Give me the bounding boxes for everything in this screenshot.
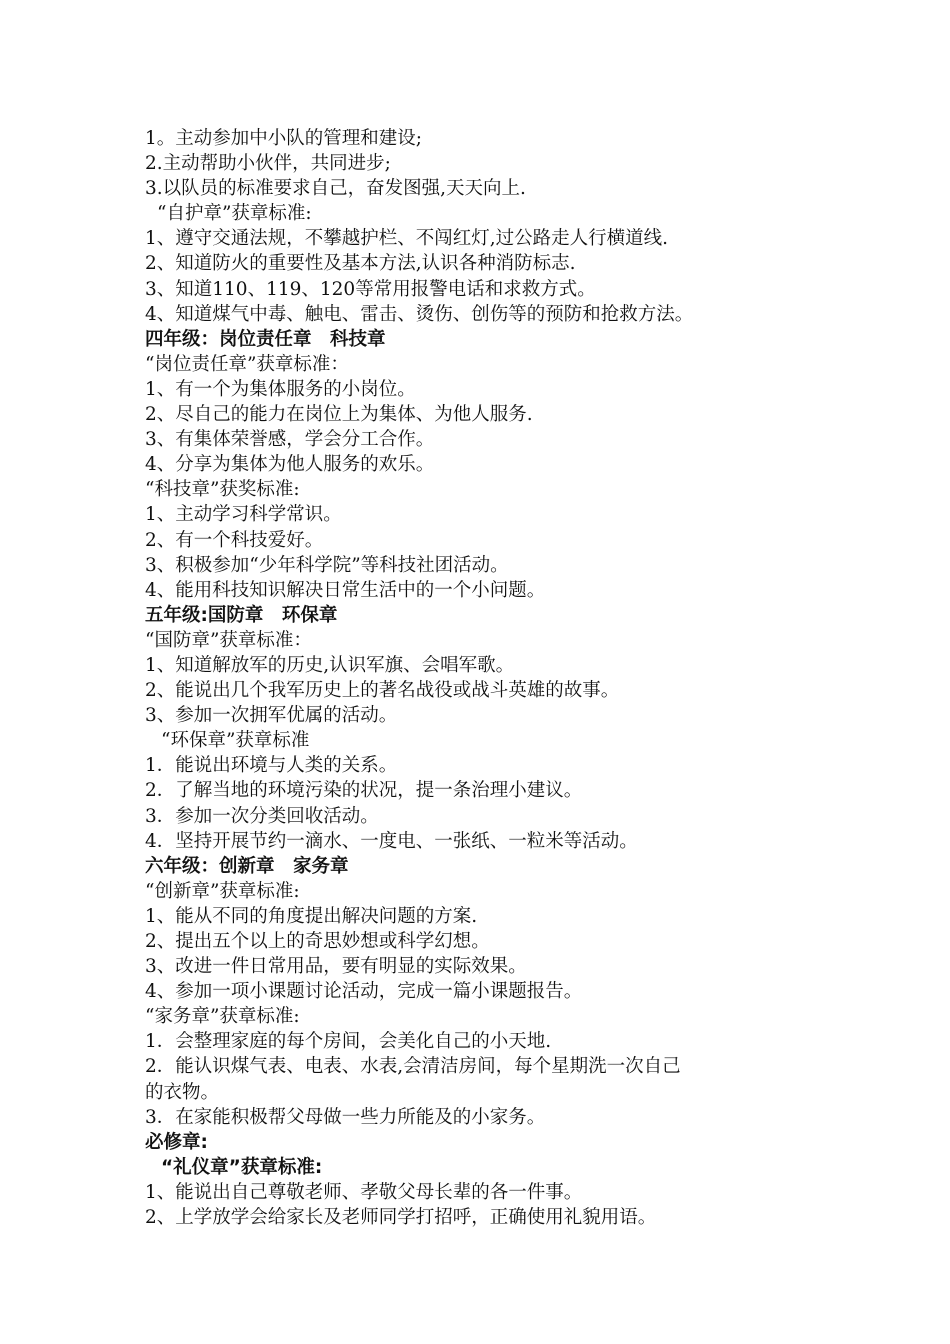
text-line: “岗位责任章”获章标准：	[145, 353, 349, 375]
text-line: 1．能说出环境与人类的关系。	[145, 755, 398, 777]
text-line: “创新章”获章标准:	[145, 880, 300, 902]
section-heading: 六年级：创新章 家务章	[145, 855, 349, 877]
text-line: 1。主动参加中小队的管理和建设;	[145, 128, 423, 149]
text-line: “家务章”获章标准:	[145, 1006, 300, 1028]
section-heading: 必修章:	[145, 1131, 208, 1153]
text-line: 3、有集体荣誉感，学会分工合作。	[145, 429, 435, 451]
text-line: 2、上学放学会给家长及老师同学打招呼，正确使用礼貌用语。	[145, 1207, 657, 1229]
text-line: 2、提出五个以上的奇思妙想或科学幻想。	[145, 931, 490, 952]
text-line: 1、主动学习科学常识。	[145, 504, 342, 526]
text-line: 4、知道煤气中毒、触电、雷击、烫伤、创伤等的预防和抢救方法。	[145, 303, 694, 325]
text-line: 2、尽自己的能力在岗位上为集体、为他人服务.	[145, 404, 533, 426]
text-line: 1、知道解放军的历史,认识军旗、会唱军歌。	[145, 654, 515, 676]
text-line: 1、遵守交通法规，不攀越护栏、不闯红灯,过公路走人行横道线.	[145, 228, 669, 250]
text-line: 2.主动帮助小伙伴，共同进步;	[145, 153, 391, 175]
text-line: 4、参加一项小课题讨论活动，完成一篇小课题报告。	[145, 981, 583, 1003]
text-line: “国防章”获章标准：	[145, 629, 312, 651]
text-line: 3、改进一件日常用品，要有明显的实际效果。	[145, 956, 527, 978]
text-line: 3．在家能积极帮父母做一些力所能及的小家务。	[145, 1106, 546, 1128]
text-line: “科技章”获奖标准:	[145, 479, 300, 501]
text-line: 3.以队员的标准要求自己，奋发图强,天天向上.	[145, 178, 526, 200]
text-line: “环保章”获章标准	[161, 730, 310, 752]
text-line: 2、有一个科技爱好。	[145, 529, 324, 551]
text-line: 2、能说出几个我军历史上的著名战役或战斗英雄的故事。	[145, 680, 620, 702]
section-heading: 五年级:国防章 环保章	[145, 604, 338, 626]
text-line: 3、知道110、119、120等常用报警电话和求救方式。	[145, 278, 596, 300]
text-line: 4．坚持开展节约一滴水、一度电、一张纸、一粒米等活动。	[145, 830, 638, 852]
text-line: 1．会整理家庭的每个房间，会美化自己的小天地.	[145, 1031, 552, 1053]
section-heading: 四年级：岗位责任章 科技章	[145, 328, 386, 350]
text-line: 的衣物。	[145, 1081, 220, 1103]
document-page	[145, 126, 825, 1230]
text-line: “自护章”获章标准:	[157, 203, 312, 225]
text-line: 2、知道防火的重要性及基本方法,认识各种消防标志.	[145, 253, 576, 275]
text-line: 4、分享为集体为他人服务的欢乐。	[145, 454, 435, 476]
text-line: 3．参加一次分类回收活动。	[145, 805, 379, 827]
text-line: 1、能从不同的角度提出解决问题的方案.	[145, 905, 478, 927]
text-line: 1、能说出自己尊敬老师、孝敬父母长辈的各一件事。	[145, 1181, 583, 1203]
text-line: 1、有一个为集体服务的小岗位。	[145, 378, 416, 400]
section-heading: “礼仪章”获章标准:	[161, 1156, 323, 1178]
text-line: 2．能认识煤气表、电表、水表,会清洁房间，每个星期洗一次自己	[145, 1056, 681, 1078]
text-line: 3、参加一次拥军优属的活动。	[145, 705, 398, 727]
text-line: 2．了解当地的环境污染的状况，提一条治理小建议。	[145, 780, 583, 802]
text-line: 3、积极参加“少年科学院”等科技社团活动。	[145, 554, 509, 576]
text-line: 4、能用科技知识解决日常生活中的一个小问题。	[145, 579, 546, 601]
